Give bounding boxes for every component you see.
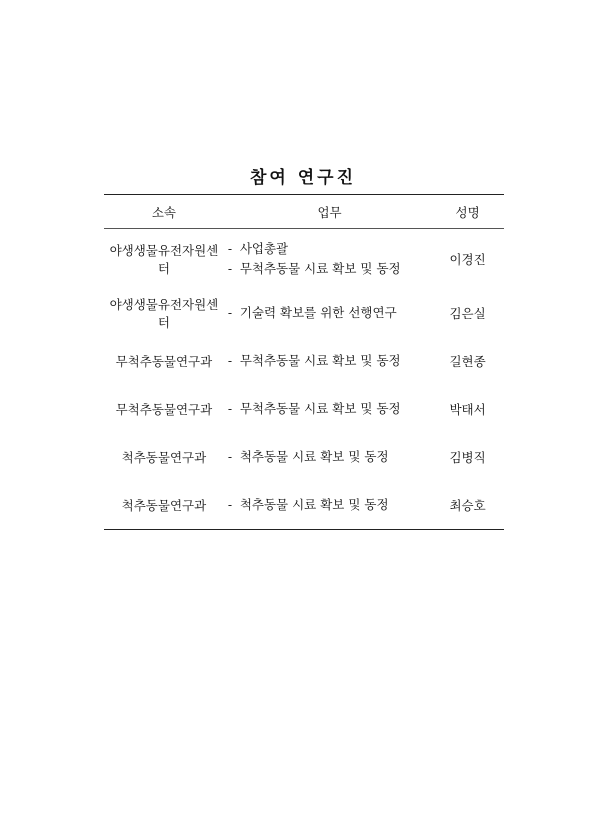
header-name: 성명	[455, 204, 480, 220]
table-row	[104, 433, 504, 481]
table-row	[104, 385, 504, 433]
dash-marker: -	[227, 261, 233, 276]
affiliation-cell: 척추동물연구과	[121, 498, 207, 513]
task-text: 척추동물 시료 확보 및 동정	[239, 497, 389, 512]
task-line	[228, 351, 431, 371]
task-line	[228, 447, 431, 467]
task-cell	[224, 337, 431, 385]
table-header-row	[104, 195, 504, 229]
task-line	[228, 303, 431, 323]
task-cell	[224, 433, 431, 481]
header-affiliation: 소속	[151, 204, 176, 220]
task-line	[228, 399, 431, 419]
header-task: 업무	[317, 204, 342, 220]
task-text: 척추동물 시료 확보 및 동정	[239, 449, 389, 464]
dash-marker: -	[227, 305, 233, 320]
task-text: 무척추동물 시료 확보 및 동정	[239, 401, 401, 416]
name-cell: 김은실	[449, 306, 486, 321]
task-text: 사업총괄	[239, 241, 289, 256]
dash-marker: -	[227, 449, 233, 464]
task-cell	[224, 385, 431, 433]
name-cell: 길현종	[449, 354, 486, 369]
name-cell: 이경진	[449, 252, 486, 267]
table-row	[104, 289, 504, 337]
name-cell: 박태서	[449, 402, 486, 417]
task-cell	[224, 229, 431, 290]
task-line	[228, 239, 431, 259]
affiliation-cell: 척추동물연구과	[121, 450, 207, 465]
task-text: 무척추동물 시료 확보 및 동정	[239, 353, 401, 368]
page-title: 참여 연구진	[249, 168, 357, 188]
task-text: 기술력 확보를 위한 선행연구	[239, 305, 397, 320]
task-cell	[224, 481, 431, 530]
affiliation-cell: 야생생물유전자원센터	[109, 297, 219, 330]
name-cell: 김병직	[449, 450, 486, 465]
dash-marker: -	[227, 241, 233, 256]
task-line	[228, 495, 431, 515]
research-staff-table	[104, 194, 504, 530]
table-row	[104, 337, 504, 385]
dash-marker: -	[227, 497, 233, 512]
name-cell: 최승호	[449, 498, 486, 513]
affiliation-cell: 무척추동물연구과	[115, 354, 213, 369]
task-line	[228, 259, 431, 279]
dash-marker: -	[227, 401, 233, 416]
affiliation-cell: 야생생물유전자원센터	[109, 243, 219, 276]
affiliation-cell: 무척추동물연구과	[115, 402, 213, 417]
task-text: 무척추동물 시료 확보 및 동정	[239, 261, 401, 276]
task-cell	[224, 289, 431, 337]
table-row	[104, 481, 504, 530]
dash-marker: -	[227, 353, 233, 368]
table-row	[104, 229, 504, 290]
